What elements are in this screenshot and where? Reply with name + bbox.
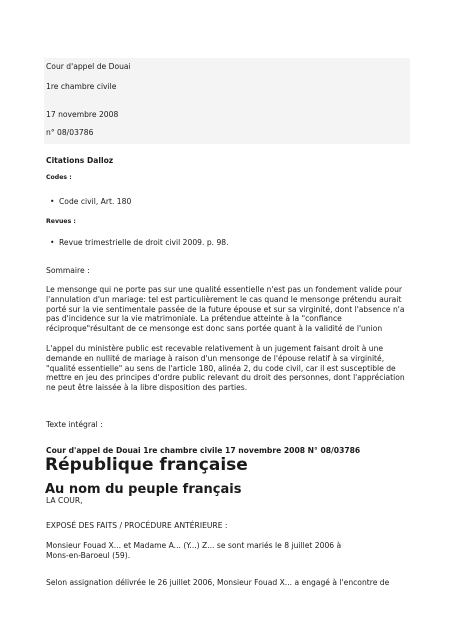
text-line: pas d'incidence sur la vie matrimoniale. La prétendue atteinte à la "confiance — [46, 314, 342, 324]
court-name: Cour d'appel de Douai — [46, 62, 131, 71]
text-line: "qualité essentielle" au sens de l'article 180, alinéa 2, du code civil, car il est susceptible de — [46, 363, 396, 373]
republique-heading: République française — [45, 455, 248, 475]
text-line: réciproque"résultant de ce mensonge est donc sans portée quant à la validité de l'union — [46, 324, 383, 334]
text-line: porté sur la vie sentimentale passée de la future épouse et sur sa virginité, dont l'absence n'a — [46, 304, 405, 314]
sommaire-label: Sommaire : — [46, 266, 90, 275]
texte-integral-label: Texte intégral : — [46, 420, 103, 429]
codes-label: Codes : — [46, 174, 72, 181]
revues-item-link[interactable]: Revue trimestrielle de droit civil 2009. p. 98. — [59, 238, 229, 247]
text-line: mettre en jeu des principes d'ordre public relevant du droit des personnes, dont l'appréciation — [46, 373, 405, 383]
expose-heading: EXPOSÉ DES FAITS / PROCÉDURE ANTÉRIEURE : — [46, 521, 228, 530]
la-cour: LA COUR, — [46, 496, 83, 505]
facts-paragraph — [46, 541, 412, 561]
revues-label: Revues : — [46, 218, 76, 225]
case-number: n° 08/03786 — [46, 128, 94, 137]
bullet-icon: • — [50, 197, 55, 206]
text-line: ne peut être laissée à la libre disposition des parties. — [46, 383, 248, 393]
text-line: Mons-en-Baroeul (59). — [46, 550, 131, 560]
codes-item-link[interactable]: Code civil, Art. 180 — [59, 197, 132, 206]
au-nom-heading: Au nom du peuple français — [45, 482, 242, 497]
sommaire-paragraph-2 — [46, 344, 412, 393]
text-line: l'annulation d'un mariage: tel est particulièrement le cas quand le mensonge prétendu aurait — [46, 294, 402, 304]
text-line: Le mensonge qui ne porte pas sur une qualité essentielle n'est pas un fondement valide pour — [46, 285, 403, 294]
bullet-icon: • — [50, 238, 55, 247]
citations-title: Citations Dalloz — [46, 156, 114, 165]
text-line: demande en nullité de mariage à raison d'un mensonge de l'épouse relatif à sa virginité, — [46, 353, 385, 363]
procedure-paragraph: Selon assignation délivrée le 26 juillet 2006, Monsieur Fouad X... a engagé à l'encontre de — [46, 578, 390, 587]
decision-date: 17 novembre 2008 — [46, 110, 119, 119]
sommaire-paragraph-1 — [46, 285, 412, 334]
text-line: Monsieur Fouad X... et Madame A... (Y...) Z... se sont mariés le 8 juillet 2006 à — [46, 541, 342, 550]
decision-reference: Cour d'appel de Douai 1re chambre civile 17 novembre 2008 N° 08/03786 — [46, 446, 361, 455]
chamber-name: 1re chambre civile — [46, 82, 117, 91]
text-line: L'appel du ministère public est recevable relativement à un jugement faisant droit à une — [46, 344, 384, 353]
